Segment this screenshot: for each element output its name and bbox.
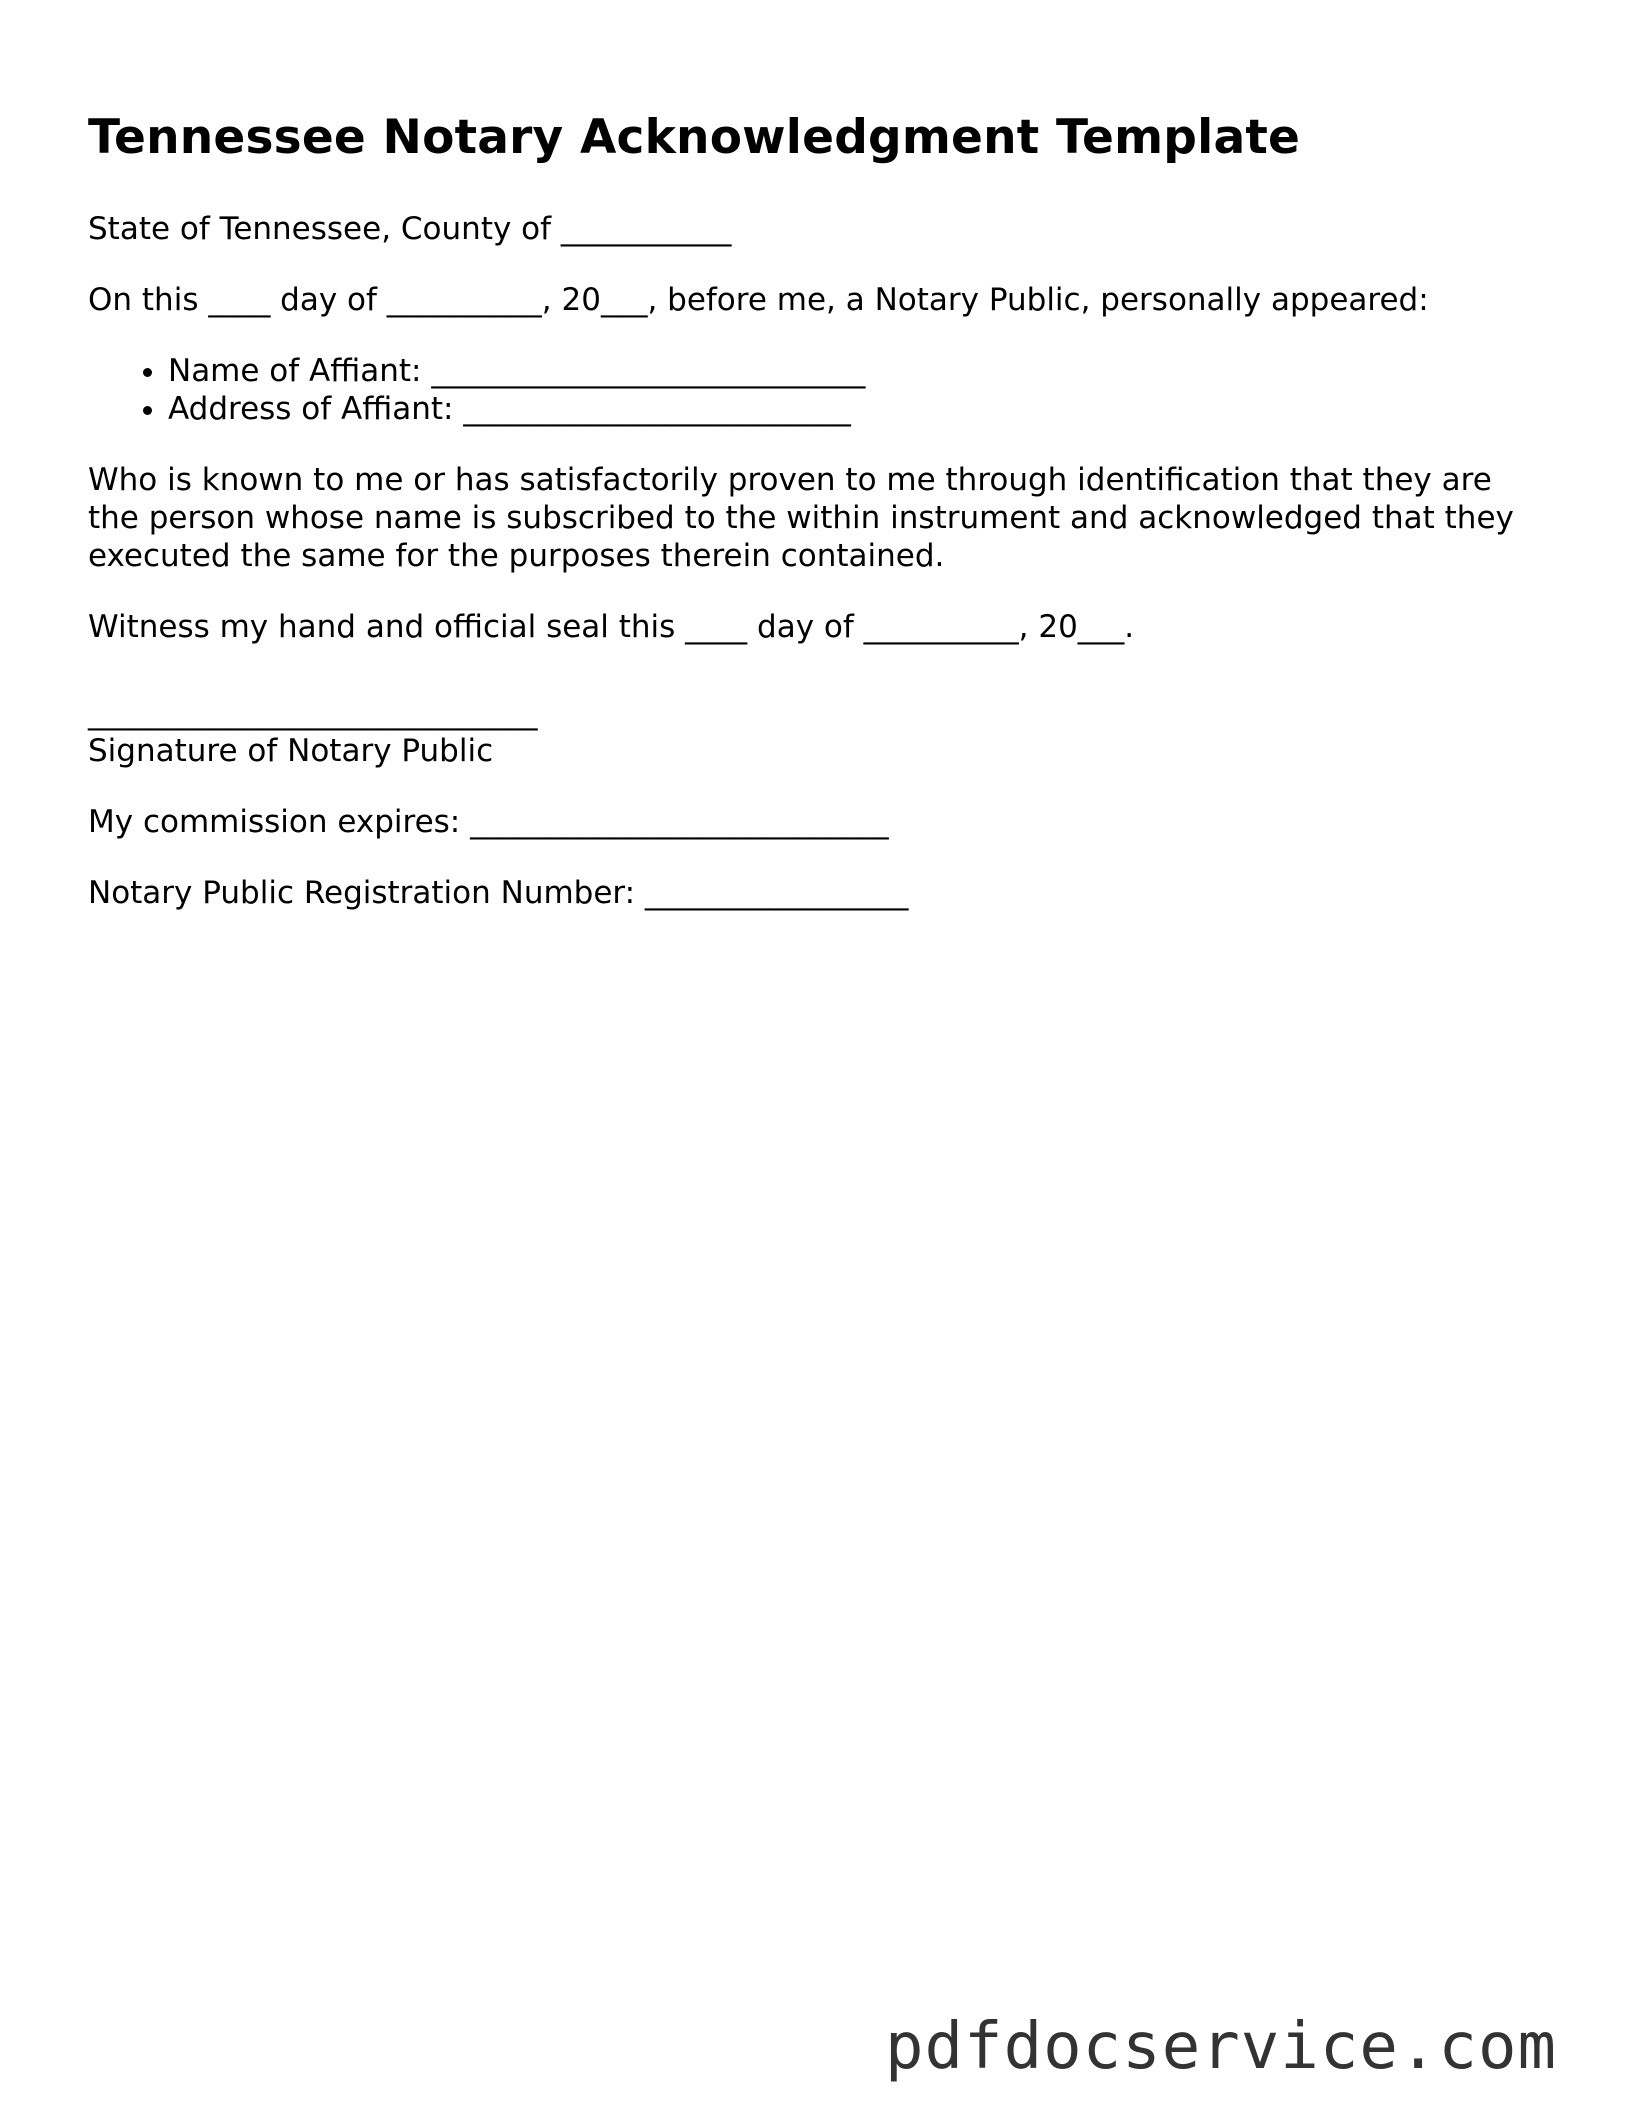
registration-number-line: Notary Public Registration Number: _________________	[88, 875, 909, 911]
affiant-address-field: • Address of Affiant: _________________________	[168, 390, 1548, 428]
signature-label: Signature of Notary Public	[88, 733, 494, 769]
acknowledgment-paragraph: Who is known to me or has satisfactorily proven to me through identification that they are the person whose name is subscribed to the within instrument and acknowledged that they executed the same for the purposes therein contained.	[88, 462, 1514, 574]
signature-block	[88, 694, 1548, 770]
watermark-text: pdfdocservice.com	[884, 2010, 1557, 2084]
signature-line: _____________________________	[88, 695, 538, 731]
affiant-fields-list	[88, 352, 1548, 428]
document-page	[88, 108, 1548, 945]
witness-line: Witness my hand and official seal this ____ day of __________, 20___.	[88, 609, 1135, 645]
affiant-name-field: • Name of Affiant: ____________________________	[168, 352, 1548, 390]
appearance-line: On this ____ day of __________, 20___, before me, a Notary Public, personally appeared:	[88, 282, 1429, 318]
state-county-line: State of Tennessee, County of ___________	[88, 211, 732, 247]
commission-expiry-line: My commission expires: ___________________________	[88, 804, 889, 840]
document-title: Tennessee Notary Acknowledgment Template	[88, 110, 1301, 165]
